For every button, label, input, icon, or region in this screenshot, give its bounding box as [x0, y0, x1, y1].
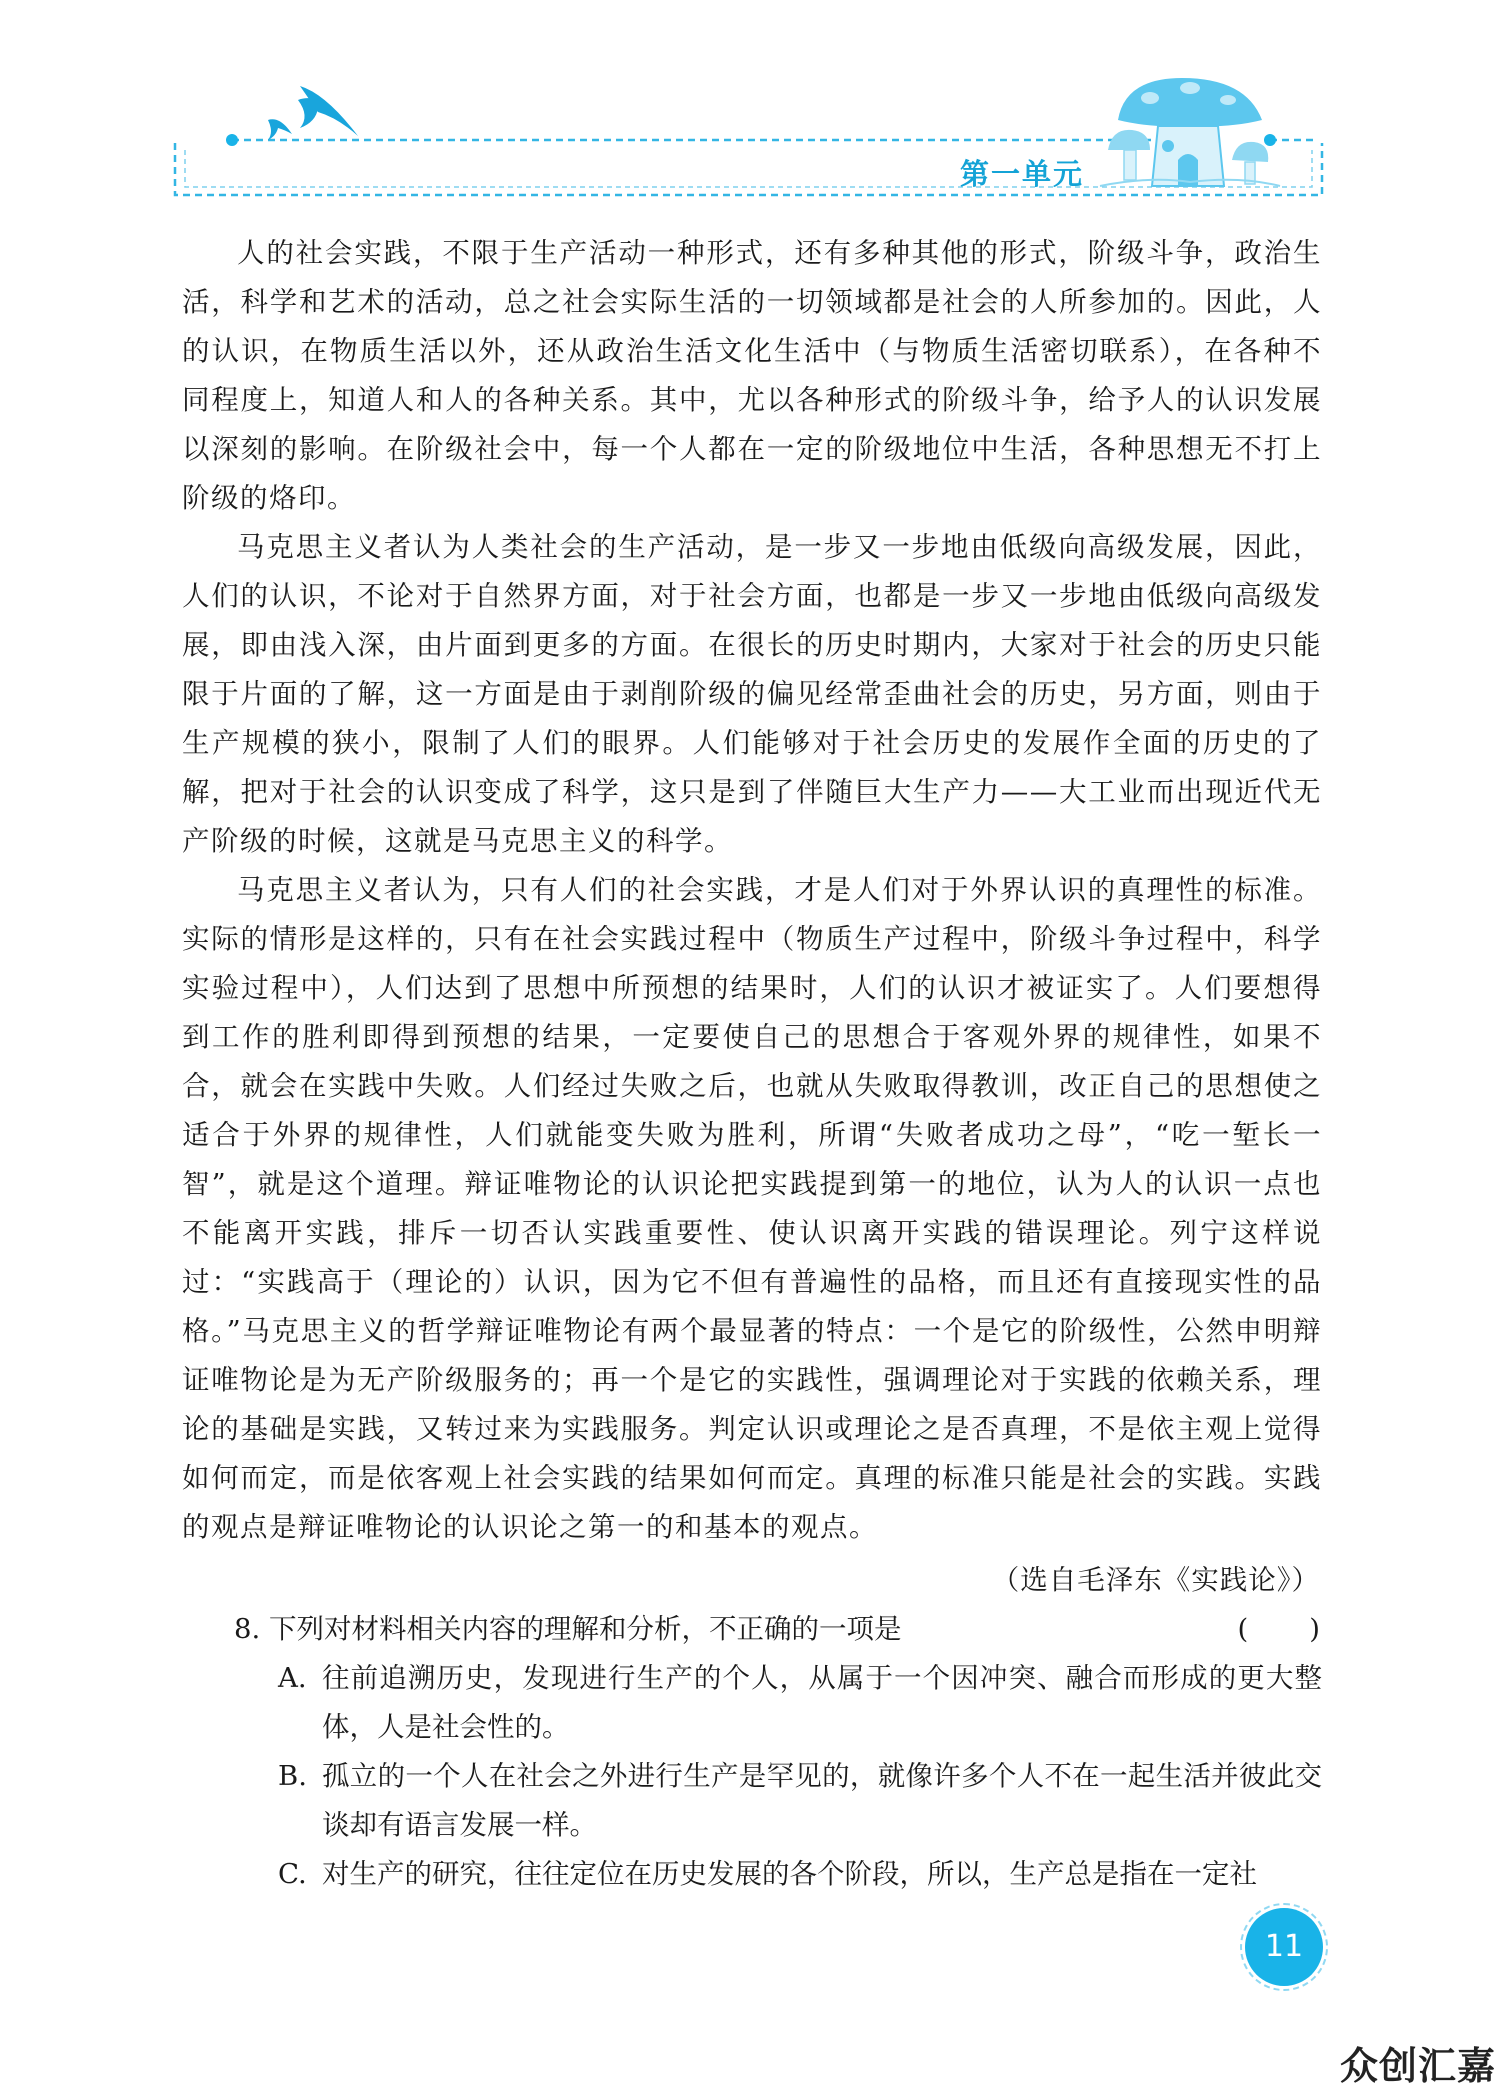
question-stem-row	[234, 1605, 1322, 1654]
page-number: 11	[1245, 1908, 1323, 1986]
option-letter: C.	[278, 1858, 307, 1890]
watermark: 众创汇嘉	[1339, 2044, 1496, 2088]
question-stem: 8. 下列对材料相关内容的理解和分析，不正确的一项是	[234, 1613, 902, 1645]
question-8	[234, 1605, 1322, 1899]
option-c[interactable]	[278, 1850, 1322, 1899]
option-text: 往前追溯历史，发现进行生产的个人，从属于一个因冲突、融合而形成的更大整体，人是社会性的。	[322, 1662, 1322, 1743]
reading-passage	[182, 229, 1322, 1552]
answer-bracket[interactable]: ( )	[1237, 1613, 1322, 1645]
option-b[interactable]	[278, 1752, 1322, 1850]
option-text: 对生产的研究，往往定位在历史发展的各个阶段，所以，生产总是指在一定社	[322, 1858, 1257, 1890]
option-text: 孤立的一个人在社会之外进行生产是罕见的，就像许多个人不在一起生活并彼此交谈却有语言发展一样。	[322, 1760, 1322, 1841]
passage-paragraph-3: 马克思主义者认为，只有人们的社会实践，才是人们对于外界认识的真理性的标准。实际的情形是这样的，只有在社会实践过程中（物质生产过程中，阶级斗争过程中，科学实验过程中），人们达到了思想中所预想的结果时，人们的认识才被证实了。人们要想得到工作的胜利即得到预想的结果，一定要使自己的思想合于客观外界的规律性，如果不合，就会在实践中失败。人们经过失败之后，也就从失败取得教训，改正自己的思想使之适合于外界的规律性，人们就能变失败为胜利，所谓“失败者成功之母”，“吃一堑长一智”，就是这个道理。辩证唯物论的认识论把实践提到第一的地位，认为人的认识一点也不能离开实践，排斥一切否认实践重要性、使认识离开实践的错误理论。列宁这样说过：“实践高于（理论的）认识，因为它不但有普遍性的品格，而且还有直接现实性的品格。”马克思主义的哲学辩证唯物论有两个最显著的特点：一个是它的阶级性，公然申明辩证唯物论是为无产阶级服务的；再一个是它的实践性，强调理论对于实践的依赖关系，理论的基础是实践，又转过来为实践服务。判定认识或理论之是否真理，不是依主观上觉得如何而定，而是依客观上社会实践的结果如何而定。真理的标准只能是社会的实践。实践的观点是辩证唯物论的认识论之第一的和基本的观点。	[182, 874, 1322, 1543]
header-frame	[0, 0, 1504, 215]
bird-icon	[268, 86, 358, 140]
option-letter: A.	[278, 1662, 307, 1694]
option-letter: B.	[278, 1760, 307, 1792]
passage-source: （选自毛泽东《实践论》）	[991, 1564, 1320, 1596]
page-header	[0, 0, 1504, 215]
passage-paragraph-1: 人的社会实践，不限于生产活动一种形式，还有多种其他的形式，阶级斗争，政治生活，科学和艺术的活动，总之社会实际生活的一切领域都是社会的人所参加的。因此，人的认识，在物质生活以外，还从政治生活文化生活中（与物质生活密切联系），在各种不同程度上，知道人和人的各种关系。其中，尤以各种形式的阶级斗争，给予人的认识发展以深刻的影响。在阶级社会中，每一个人都在一定的阶级地位中生活，各种思想无不打上阶级的烙印。	[182, 237, 1322, 514]
mushroom-house-icon	[1100, 78, 1280, 186]
unit-title: 第一单元	[960, 157, 1085, 191]
passage-paragraph-2: 马克思主义者认为人类社会的生产活动，是一步又一步地由低级向高级发展，因此，人们的认识，不论对于自然界方面，对于社会方面，也都是一步又一步地由低级向高级发展，即由浅入深，由片面到更多的方面。在很长的历史时期内，大家对于社会的历史只能限于片面的了解，这一方面是由于剥削阶级的偏见经常歪曲社会的历史，另方面，则由于生产规模的狭小，限制了人们的眼界。人们能够对于社会历史的发展作全面的历史的了解，把对于社会的认识变成了科学，这只是到了伴随巨大生产力——大工业而出现近代无产阶级的时候，这就是马克思主义的科学。	[182, 531, 1322, 857]
option-a[interactable]	[278, 1654, 1322, 1752]
